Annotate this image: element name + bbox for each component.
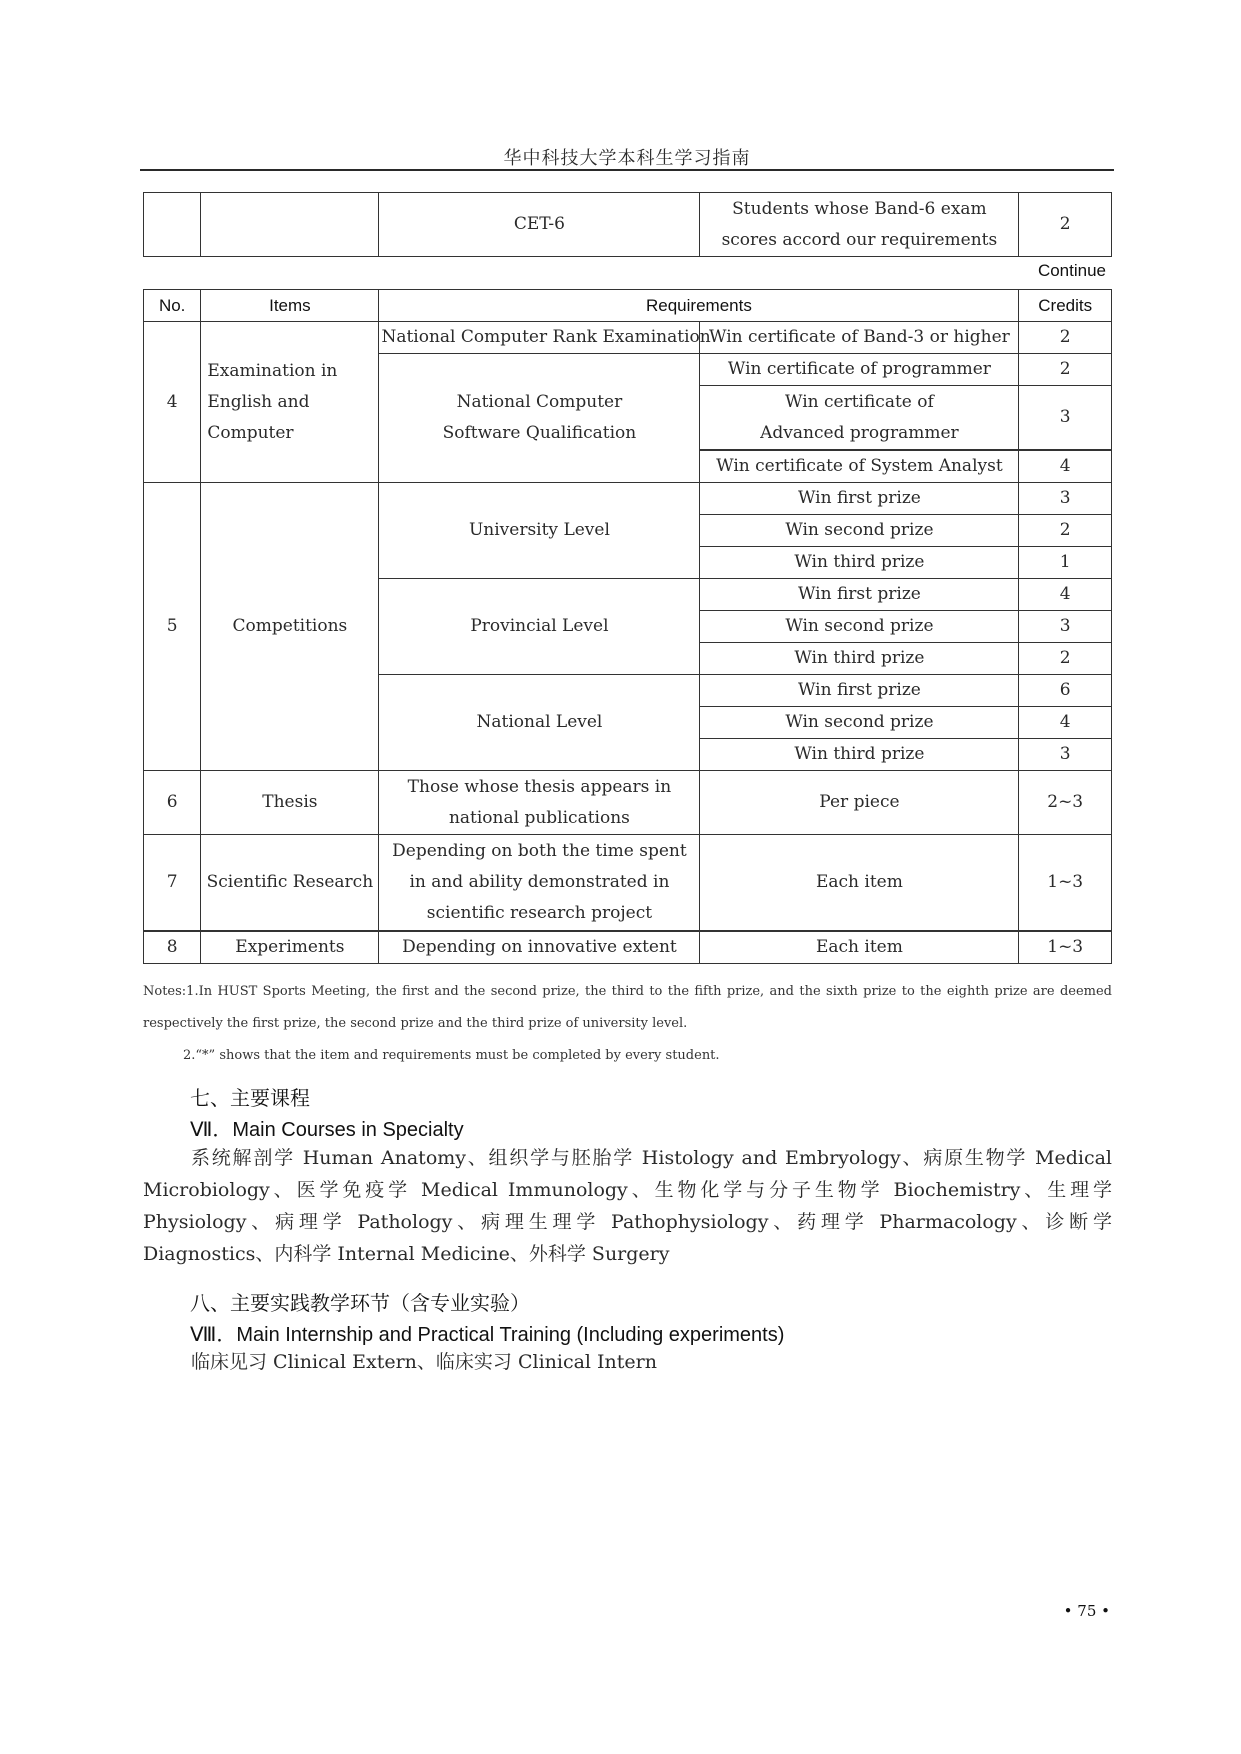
table-header-row <box>144 290 1112 322</box>
requirement-cell: Depending on both the time spent in and ability demonstrated in scientific research project <box>379 835 700 931</box>
detail-cell: Students whose Band-6 exam scores accord our requirements <box>700 193 1019 257</box>
continued-table-fragment <box>143 192 1112 257</box>
requirement-cell: National Computer Rank Examination <box>379 322 700 354</box>
no-cell <box>144 193 201 257</box>
note-1: Notes:1.In HUST Sports Meeting, the first and the second prize, the third to the fifth prize, and the sixth prize to the eighth prize are deemed respectively the first prize, the second prize and the third prize of university level. <box>143 984 1112 1031</box>
credits-cell: 2 <box>1019 643 1112 675</box>
table-row <box>144 931 1112 964</box>
credits-cell: 3 <box>1019 386 1112 450</box>
detail-cell: Win certificate of Band-3 or higher <box>700 322 1019 354</box>
detail-cell: Win third prize <box>700 643 1019 675</box>
no-cell: 6 <box>144 771 201 835</box>
requirement-cell: CET-6 <box>379 193 700 257</box>
table-row <box>144 193 1112 257</box>
detail-cell: Per piece <box>700 771 1019 835</box>
requirement-cell: Depending on innovative extent <box>379 931 700 964</box>
requirement-cell: Those whose thesis appears in national publications <box>379 771 700 835</box>
detail-cell: Win third prize <box>700 547 1019 579</box>
credits-cell: 3 <box>1019 739 1112 771</box>
header-requirements: Requirements <box>379 290 1019 322</box>
credits-cell: 4 <box>1019 579 1112 611</box>
no-cell: 7 <box>144 835 201 931</box>
no-cell: 8 <box>144 931 201 964</box>
page-number: • 75 • <box>1063 1602 1110 1620</box>
continue-label: Continue <box>1037 261 1106 280</box>
credits-cell: 1~3 <box>1019 835 1112 931</box>
level-cell: National Level <box>379 675 700 771</box>
detail-cell: Each item <box>700 931 1019 964</box>
no-cell: 4 <box>144 322 201 483</box>
detail-cell: Win certificate of System Analyst <box>700 451 1019 483</box>
detail-cell: Win certificate of programmer <box>700 354 1019 386</box>
item-cell: Experiments <box>201 931 379 964</box>
detail-cell: Win second prize <box>700 515 1019 547</box>
section-7-body: 系统解剖学 Human Anatomy、组织学与胚胎学 Histology and Embryology、病原生物学 Medical Microbiology、医学免疫学 Medical Immunology、生物化学与分子生物学 Biochemistry、生理学 Physiology、病理学 Pathology、病理生理学 Pathophysiology、药理学 Pharmacology、诊断学 Diagnostics、内科学 Internal Medicine、外科学 Surgery <box>143 1147 1112 1265</box>
detail-cell: Win first prize <box>700 675 1019 707</box>
credits-cell: 4 <box>1019 451 1112 483</box>
item-cell: Scientific Research <box>201 835 379 931</box>
section-8-body: 临床见习 Clinical Extern、临床实习 Clinical Intern <box>191 1351 657 1373</box>
page-header-title: 华中科技大学本科生学习指南 <box>503 148 751 169</box>
detail-cell: Win third prize <box>700 739 1019 771</box>
table-row <box>144 771 1112 835</box>
credits-cell: 2 <box>1019 515 1112 547</box>
credits-cell: 6 <box>1019 675 1112 707</box>
header-credits: Credits <box>1019 290 1112 322</box>
detail-cell: Win second prize <box>700 707 1019 739</box>
requirement-cell: National Computer Software Qualification <box>379 354 700 483</box>
section-8-title-en: Ⅷ．Main Internship and Practical Training (Including experiments) <box>190 1324 785 1346</box>
item-cell: Examination in English and Computer <box>201 322 379 483</box>
detail-cell: Win second prize <box>700 611 1019 643</box>
credits-table <box>143 289 1112 964</box>
credits-cell: 2~3 <box>1019 771 1112 835</box>
level-cell: Provincial Level <box>379 579 700 675</box>
section-7-title-en: Ⅶ．Main Courses in Specialty <box>190 1119 464 1141</box>
detail-cell: Win certificate of Advanced programmer <box>700 386 1019 450</box>
table-row <box>144 322 1112 354</box>
credits-cell: 4 <box>1019 707 1112 739</box>
credits-cell: 2 <box>1019 322 1112 354</box>
item-cell: Competitions <box>201 483 379 771</box>
credits-cell: 3 <box>1019 611 1112 643</box>
header-no: No. <box>144 290 201 322</box>
item-cell: Thesis <box>201 771 379 835</box>
item-cell <box>201 193 379 257</box>
credits-cell: 3 <box>1019 483 1112 515</box>
table-row <box>144 483 1112 515</box>
credits-cell: 2 <box>1019 354 1112 386</box>
note-2: 2.“*” shows that the item and requirements must be completed by every student. <box>183 1048 720 1063</box>
detail-cell: Each item <box>700 835 1019 931</box>
header-items: Items <box>201 290 379 322</box>
credits-cell: 1~3 <box>1019 931 1112 964</box>
level-cell: University Level <box>379 483 700 579</box>
table-row <box>144 835 1112 931</box>
header-rule <box>140 169 1114 171</box>
no-cell: 5 <box>144 483 201 771</box>
section-8-title-zh: 八、主要实践教学环节（含专业实验） <box>190 1291 530 1315</box>
credits-cell: 1 <box>1019 547 1112 579</box>
detail-cell: Win first prize <box>700 483 1019 515</box>
credits-cell: 2 <box>1019 193 1112 257</box>
detail-cell: Win first prize <box>700 579 1019 611</box>
section-7-title-zh: 七、主要课程 <box>190 1086 310 1110</box>
table-notes <box>143 976 1112 1072</box>
